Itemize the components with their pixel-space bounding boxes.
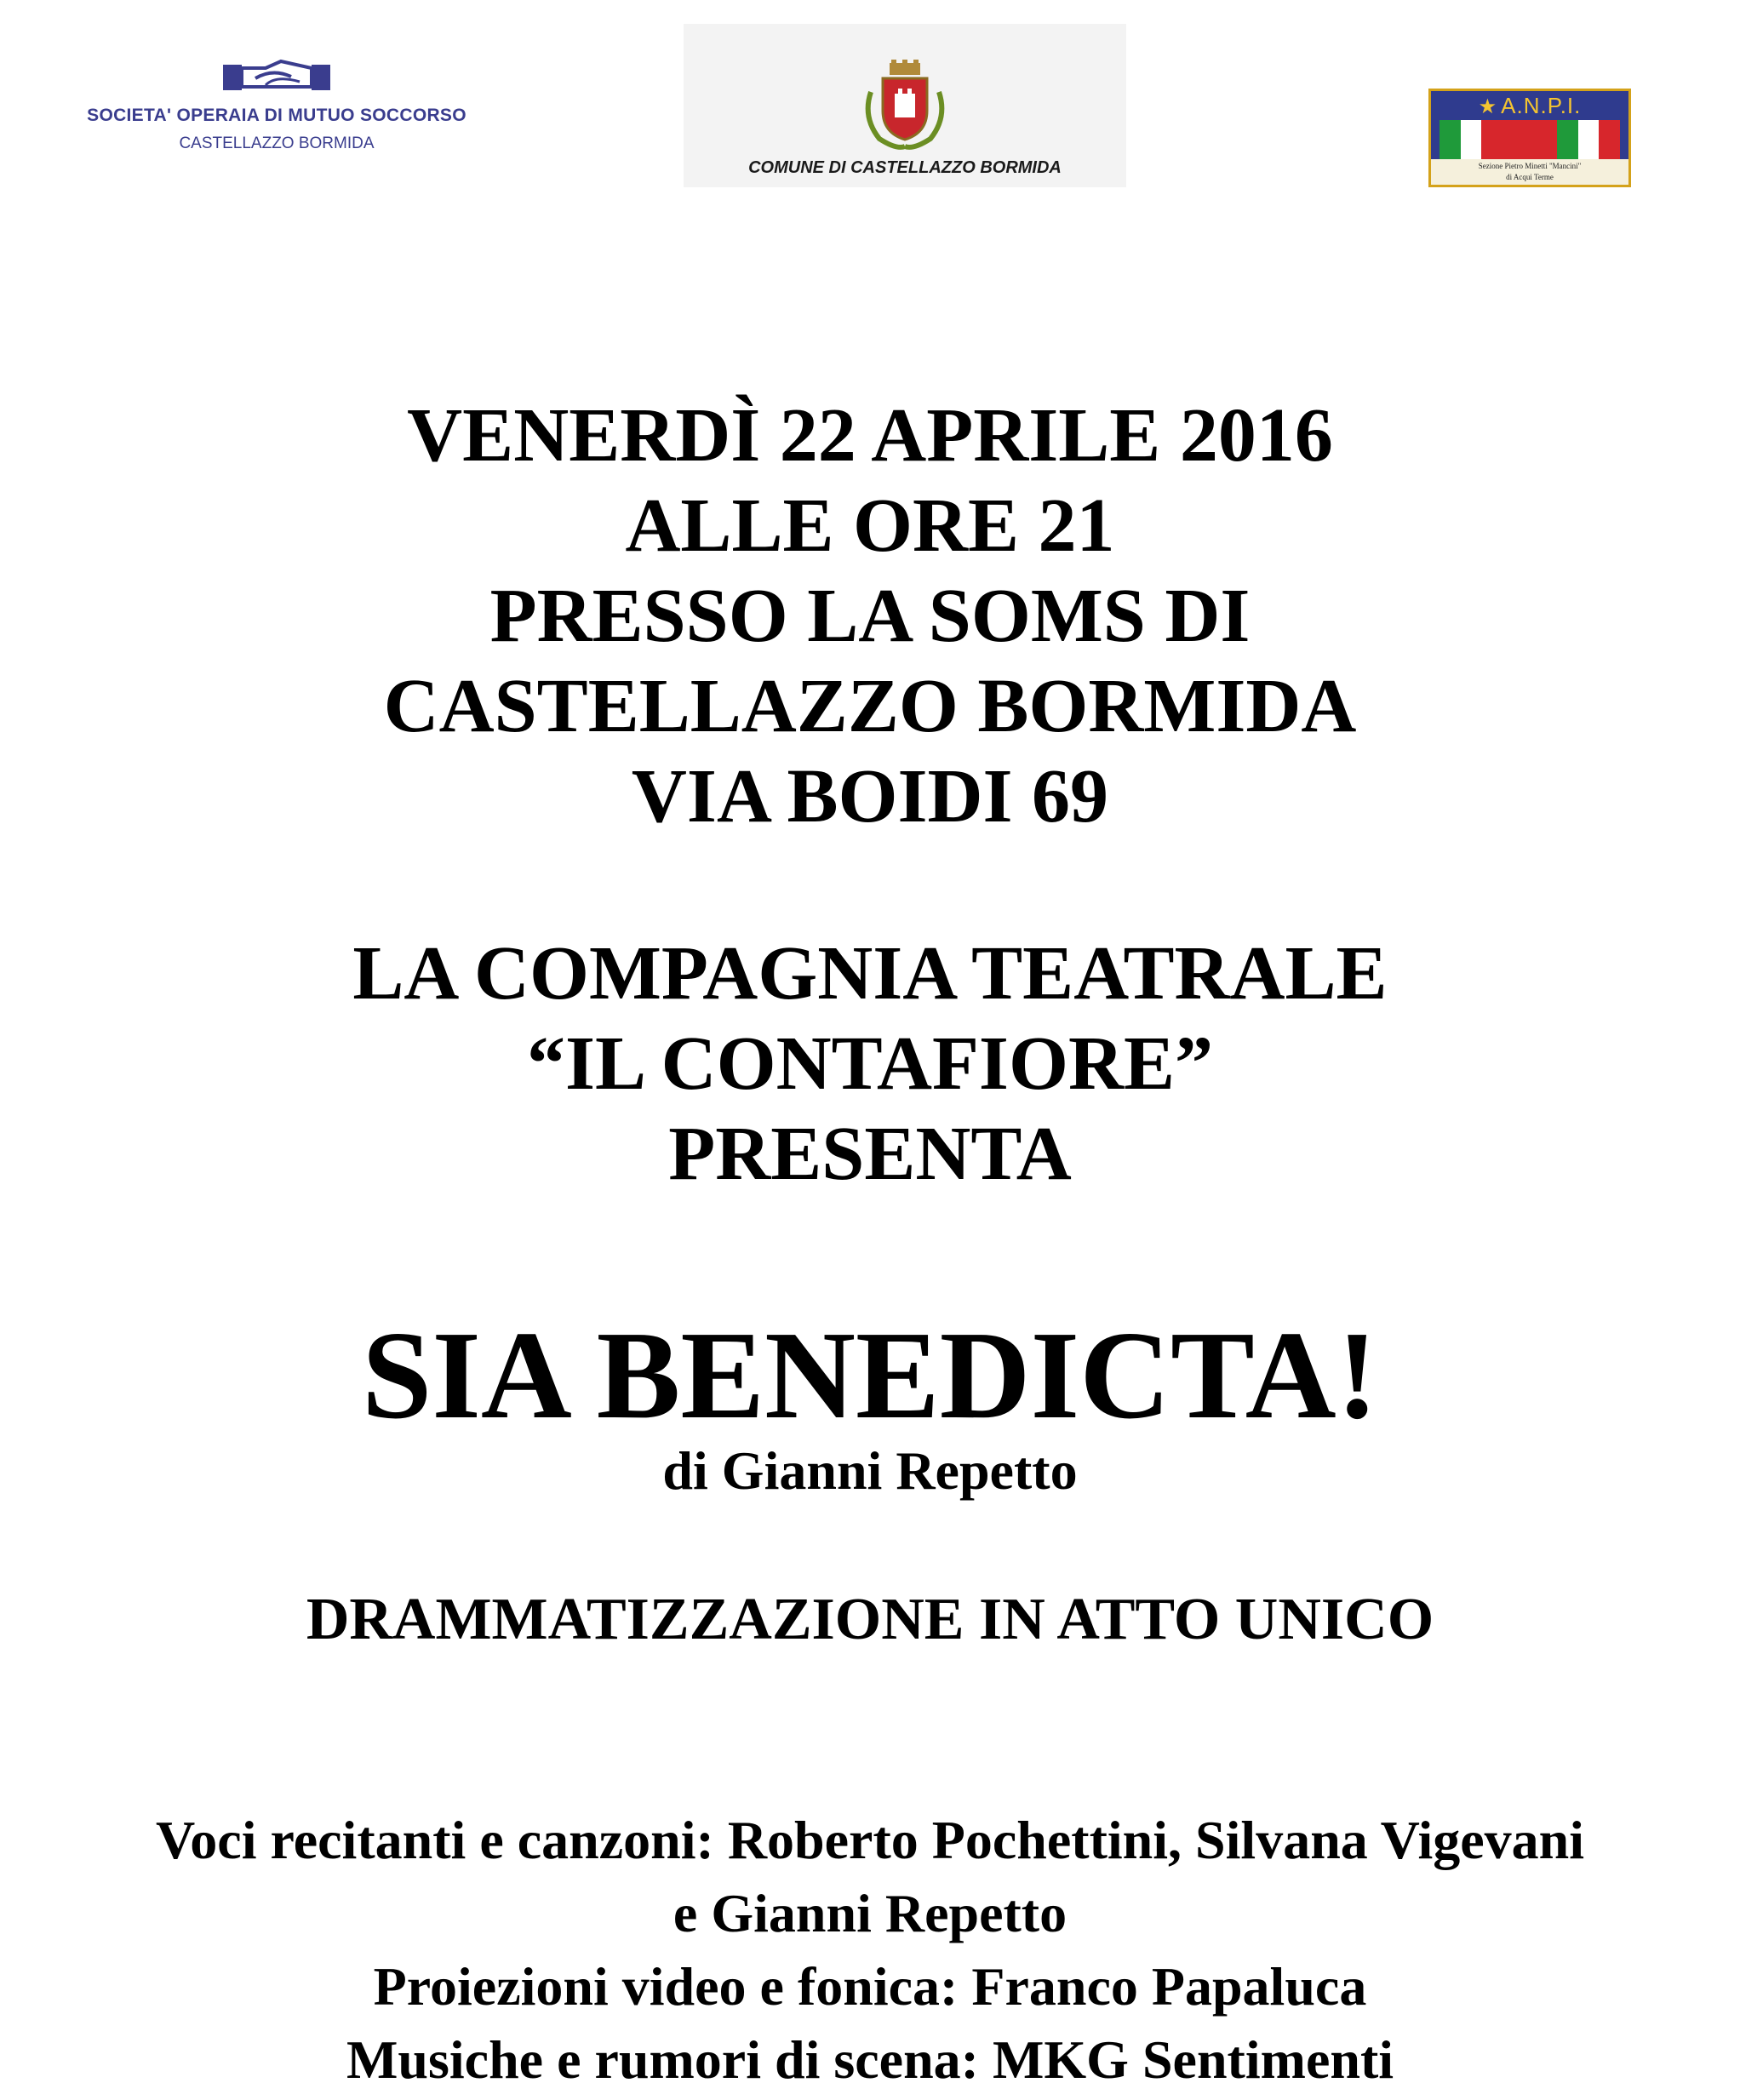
anpi-logo [1428,89,1631,187]
show-title: SIA BENEDICTA! [362,1306,1378,1445]
credit-voices-line2: e Gianni Repetto [673,1883,1067,1943]
show-author: di Gianni Repetto [662,1440,1078,1501]
star-icon: ★ [1478,95,1498,118]
event-address: VIA BOIDI 69 [631,754,1109,838]
credit-video: Proiezioni video e fonica: Franco Papaluca [373,1956,1367,2017]
tricolor-flag-icon [1431,120,1628,159]
event-venue-line1: PRESSO LA SOMS DI [489,574,1251,658]
event-venue-line2: CASTELLAZZO BORMIDA [383,664,1357,748]
anpi-section: Sezione Pietro Minetti "Mancini" [1478,162,1582,170]
header-logos [0,0,1740,204]
event-time: ALLE ORE 21 [625,484,1115,568]
company-line1: LA COMPAGNIA TEATRALE [352,931,1388,1016]
company-name: “IL CONTAFIORE” [527,1021,1213,1106]
credit-voices-line1: Voci recitanti e canzoni: Roberto Pochettini, Silvana Vigevani [155,1810,1585,1870]
show-genre: DRAMMATIZZAZIONE IN ATTO UNICO [306,1587,1434,1652]
soms-logo [72,53,481,172]
anpi-acronym: A.N.P.I. [1501,93,1582,118]
soms-place: CASTELLAZZO BORMIDA [179,134,375,152]
soms-name: SOCIETA' OPERAIA DI MUTUO SOCCORSO [87,106,466,125]
anpi-city: di Acqui Terme [1506,173,1554,181]
coat-of-arms-icon [854,58,956,152]
comune-logo [684,24,1126,187]
comune-name: COMUNE DI CASTELLAZZO BORMIDA [748,158,1062,177]
company-presents: PRESENTA [668,1112,1072,1196]
event-date: VENERDÌ 22 APRILE 2016 [407,393,1333,478]
handshake-icon [221,53,332,100]
credit-music: Musiche e rumori di scena: MKG Sentimenti [346,2029,1394,2090]
